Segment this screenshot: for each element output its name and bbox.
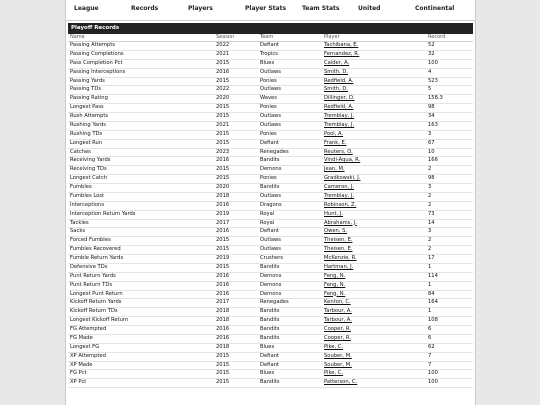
player-link[interactable]: Tremblay, J. bbox=[324, 192, 355, 199]
team-cell: Demons bbox=[258, 272, 322, 281]
player-cell bbox=[322, 299, 426, 308]
season-cell: 2015 bbox=[214, 352, 258, 361]
team-cell: Tropics bbox=[258, 50, 322, 59]
record-name-cell: Fumbles Lost bbox=[68, 192, 214, 201]
player-link[interactable]: Cooper, R. bbox=[324, 326, 351, 332]
player-link[interactable]: Reuters, O. bbox=[324, 148, 353, 155]
record-value-cell: 1 bbox=[426, 281, 473, 290]
team-cell: Royal bbox=[258, 219, 322, 228]
player-link[interactable]: Souber, M. bbox=[324, 352, 352, 359]
table-row bbox=[68, 290, 473, 299]
team-cell: Bandits bbox=[258, 334, 322, 343]
table-row bbox=[68, 42, 473, 51]
player-link[interactable]: Pool, A. bbox=[324, 130, 344, 137]
season-cell: 2015 bbox=[214, 166, 258, 175]
player-link[interactable]: Tremblay, J. bbox=[324, 113, 355, 119]
season-cell: 2016 bbox=[214, 281, 258, 290]
season-cell: 2017 bbox=[214, 299, 258, 308]
record-value-cell: 73 bbox=[426, 210, 473, 219]
record-value-cell: 3 bbox=[426, 130, 473, 139]
player-cell bbox=[322, 192, 426, 201]
record-value-cell: 164 bbox=[426, 299, 473, 308]
record-value-cell: 3 bbox=[426, 228, 473, 237]
table-row bbox=[68, 263, 473, 272]
team-cell: Bandits bbox=[258, 379, 322, 388]
table-row bbox=[68, 219, 473, 228]
player-link[interactable]: Dillinger, D. bbox=[324, 95, 355, 102]
record-value-cell: 523 bbox=[426, 77, 473, 86]
team-cell: Bandits bbox=[258, 308, 322, 317]
player-cell bbox=[322, 68, 426, 77]
player-cell bbox=[322, 50, 426, 59]
team-cell: Royal bbox=[258, 210, 322, 219]
season-cell: 2015 bbox=[214, 379, 258, 388]
season-cell: 2015 bbox=[214, 77, 258, 86]
record-value-cell: 10 bbox=[426, 148, 473, 157]
table-row bbox=[68, 343, 473, 352]
nav-league[interactable]: League bbox=[74, 5, 99, 12]
table-row bbox=[68, 361, 473, 370]
top-navigation bbox=[66, 0, 475, 21]
player-cell bbox=[322, 317, 426, 326]
season-cell: 2016 bbox=[214, 201, 258, 210]
record-name-cell: XP Attempted bbox=[68, 352, 214, 361]
nav-player-stats[interactable]: Player Stats bbox=[245, 5, 287, 12]
team-cell: Bandits bbox=[258, 157, 322, 166]
season-cell: 2016 bbox=[214, 68, 258, 77]
record-name-cell: Forced Fumbles bbox=[68, 237, 214, 246]
season-cell: 2015 bbox=[214, 130, 258, 139]
table-row bbox=[68, 59, 473, 68]
season-cell: 2018 bbox=[214, 308, 258, 317]
record-value-cell: 6 bbox=[426, 326, 473, 335]
record-name-cell: Longest Run bbox=[68, 139, 214, 148]
column-header-record: Record bbox=[426, 34, 473, 42]
table-row bbox=[68, 246, 473, 255]
player-cell bbox=[322, 379, 426, 388]
record-name-cell: Sacks bbox=[68, 228, 214, 237]
record-value-cell: 98 bbox=[426, 175, 473, 184]
team-cell: Bandits bbox=[258, 263, 322, 272]
player-link[interactable]: Fernandez, R. bbox=[324, 50, 360, 57]
player-cell bbox=[322, 121, 426, 130]
player-cell bbox=[322, 201, 426, 210]
season-cell: 2015 bbox=[214, 246, 258, 255]
season-cell: 2016 bbox=[214, 157, 258, 166]
record-value-cell: 5 bbox=[426, 86, 473, 95]
player-link[interactable]: Robinson, Z. bbox=[324, 201, 357, 208]
table-row bbox=[68, 370, 473, 379]
player-link[interactable]: Feng, N. bbox=[324, 272, 346, 279]
season-cell: 2023 bbox=[214, 148, 258, 157]
player-cell bbox=[322, 370, 426, 379]
record-name-cell: Kickoff Return TDs bbox=[68, 308, 214, 317]
team-cell: Blues bbox=[258, 59, 322, 68]
team-cell: Demons bbox=[258, 290, 322, 299]
table-row bbox=[68, 175, 473, 184]
record-value-cell: 67 bbox=[426, 139, 473, 148]
record-value-cell: 7 bbox=[426, 352, 473, 361]
table-row bbox=[68, 77, 473, 86]
season-cell: 2015 bbox=[214, 237, 258, 246]
team-cell: Outlaws bbox=[258, 192, 322, 201]
player-link[interactable]: Theisen, E. bbox=[324, 246, 353, 253]
player-link[interactable]: Abrahams, J. bbox=[324, 219, 357, 226]
player-link[interactable]: Feng, N. bbox=[324, 281, 346, 288]
player-link[interactable]: Smith, D. bbox=[324, 68, 349, 75]
player-link[interactable]: Jean, M. bbox=[324, 166, 345, 173]
player-cell bbox=[322, 308, 426, 317]
team-cell: Demons bbox=[258, 281, 322, 290]
team-cell: Outlaws bbox=[258, 113, 322, 122]
nav-team-stats[interactable]: Team Stats bbox=[302, 5, 340, 12]
player-link[interactable]: Cameron, J. bbox=[324, 184, 355, 190]
team-cell: Renegades bbox=[258, 148, 322, 157]
player-link[interactable]: Gradkowski, J. bbox=[324, 175, 361, 182]
record-value-cell: 34 bbox=[426, 113, 473, 122]
record-name-cell: Rush Attempts bbox=[68, 113, 214, 122]
player-link[interactable]: Patterson, C. bbox=[324, 379, 358, 386]
record-name-cell: Rushing Yards bbox=[68, 121, 214, 130]
season-cell: 2016 bbox=[214, 326, 258, 335]
record-value-cell: 2 bbox=[426, 166, 473, 175]
season-cell: 2019 bbox=[214, 210, 258, 219]
season-cell: 2015 bbox=[214, 370, 258, 379]
player-link[interactable]: Cooper, R. bbox=[324, 334, 351, 341]
player-link[interactable]: Tremblay, J. bbox=[324, 121, 355, 128]
table-row bbox=[68, 95, 473, 104]
record-name-cell: Fumbles Recovered bbox=[68, 246, 214, 255]
player-cell bbox=[322, 210, 426, 219]
team-cell: Crushers bbox=[258, 255, 322, 264]
nav-players[interactable]: Players bbox=[188, 5, 213, 12]
player-cell bbox=[322, 237, 426, 246]
player-cell bbox=[322, 272, 426, 281]
table-row bbox=[68, 228, 473, 237]
page-container bbox=[65, 0, 476, 405]
season-cell: 2018 bbox=[214, 343, 258, 352]
record-name-cell: FG Attempted bbox=[68, 326, 214, 335]
season-cell: 2017 bbox=[214, 219, 258, 228]
table-row bbox=[68, 157, 473, 166]
record-name-cell: Receiving Yards bbox=[68, 157, 214, 166]
team-cell: Bandits bbox=[258, 326, 322, 335]
column-header-name: Name bbox=[68, 34, 214, 42]
record-name-cell: Longest FG bbox=[68, 343, 214, 352]
table-row bbox=[68, 148, 473, 157]
record-value-cell: 1 bbox=[426, 263, 473, 272]
record-name-cell: Kickoff Return Yards bbox=[68, 299, 214, 308]
table-row bbox=[68, 68, 473, 77]
team-cell: Ponies bbox=[258, 104, 322, 113]
season-cell: 2015 bbox=[214, 263, 258, 272]
table-row bbox=[68, 308, 473, 317]
table-header-row bbox=[68, 34, 473, 42]
table-row bbox=[68, 255, 473, 264]
player-link[interactable]: Pike, C. bbox=[324, 370, 344, 377]
record-value-cell: 163 bbox=[426, 121, 473, 130]
record-name-cell: Passing Completions bbox=[68, 50, 214, 59]
table-row bbox=[68, 113, 473, 122]
player-cell bbox=[322, 113, 426, 122]
record-value-cell: 3 bbox=[426, 184, 473, 193]
player-cell bbox=[322, 175, 426, 184]
record-value-cell: 52 bbox=[426, 42, 473, 51]
record-name-cell: Punt Return TDs bbox=[68, 281, 214, 290]
records-table bbox=[68, 34, 473, 388]
record-value-cell: 4 bbox=[426, 68, 473, 77]
record-name-cell: Longest Punt Return bbox=[68, 290, 214, 299]
player-cell bbox=[322, 352, 426, 361]
table-row bbox=[68, 184, 473, 193]
player-link[interactable]: Redfield, A. bbox=[324, 77, 354, 84]
records-body bbox=[68, 42, 473, 388]
nav-continental[interactable]: Continental bbox=[415, 5, 455, 12]
record-name-cell: Passing TDs bbox=[68, 86, 214, 95]
record-name-cell: Longest Kickoff Return bbox=[68, 317, 214, 326]
player-link[interactable]: Pike, C. bbox=[324, 343, 344, 350]
team-cell: Defiant bbox=[258, 228, 322, 237]
record-value-cell: 2 bbox=[426, 201, 473, 210]
table-row bbox=[68, 86, 473, 95]
player-cell bbox=[322, 281, 426, 290]
season-cell: 2020 bbox=[214, 95, 258, 104]
player-link[interactable]: Feng, N. bbox=[324, 290, 346, 297]
season-cell: 2018 bbox=[214, 317, 258, 326]
table-row bbox=[68, 379, 473, 388]
table-row bbox=[68, 121, 473, 130]
nav-records[interactable]: Records bbox=[131, 5, 159, 12]
season-cell: 2015 bbox=[214, 361, 258, 370]
player-cell bbox=[322, 77, 426, 86]
record-value-cell: 84 bbox=[426, 290, 473, 299]
table-row bbox=[68, 192, 473, 201]
player-cell bbox=[322, 334, 426, 343]
season-cell: 2015 bbox=[214, 175, 258, 184]
record-value-cell: 1 bbox=[426, 308, 473, 317]
player-cell bbox=[322, 255, 426, 264]
table-row bbox=[68, 201, 473, 210]
season-cell: 2022 bbox=[214, 42, 258, 51]
team-cell: Blues bbox=[258, 343, 322, 352]
table-row bbox=[68, 334, 473, 343]
player-link[interactable]: Owen, S. bbox=[324, 228, 348, 235]
player-link[interactable]: Vindi-Aqua, R. bbox=[324, 157, 361, 164]
record-name-cell: Interception Return Yards bbox=[68, 210, 214, 219]
nav-united[interactable]: United bbox=[358, 5, 381, 12]
record-value-cell: 158.3 bbox=[426, 95, 473, 104]
record-value-cell: 98 bbox=[426, 104, 473, 113]
record-name-cell: Interceptions bbox=[68, 201, 214, 210]
player-cell bbox=[322, 219, 426, 228]
team-cell: Defiant bbox=[258, 139, 322, 148]
season-cell: 2021 bbox=[214, 121, 258, 130]
player-cell bbox=[322, 130, 426, 139]
season-cell: 2015 bbox=[214, 104, 258, 113]
record-value-cell: 100 bbox=[426, 379, 473, 388]
team-cell: Ponies bbox=[258, 130, 322, 139]
player-link[interactable]: Tarbour, A. bbox=[324, 308, 352, 315]
season-cell: 2016 bbox=[214, 334, 258, 343]
table-row bbox=[68, 326, 473, 335]
player-link[interactable]: Tachibana, E. bbox=[324, 42, 359, 48]
record-value-cell: 7 bbox=[426, 361, 473, 370]
table-row bbox=[68, 281, 473, 290]
record-value-cell: 2 bbox=[426, 192, 473, 201]
record-value-cell: 100 bbox=[426, 370, 473, 379]
team-cell: Demons bbox=[258, 166, 322, 175]
record-name-cell: XP Pct bbox=[68, 379, 214, 388]
season-cell: 2015 bbox=[214, 113, 258, 122]
player-cell bbox=[322, 148, 426, 157]
table-row bbox=[68, 237, 473, 246]
player-cell bbox=[322, 166, 426, 175]
player-cell bbox=[322, 59, 426, 68]
player-cell bbox=[322, 104, 426, 113]
team-cell: Renegades bbox=[258, 299, 322, 308]
player-cell bbox=[322, 95, 426, 104]
team-cell: Defiant bbox=[258, 352, 322, 361]
table-row bbox=[68, 352, 473, 361]
record-name-cell: Rushing TDs bbox=[68, 130, 214, 139]
player-cell bbox=[322, 86, 426, 95]
column-header-team: Team bbox=[258, 34, 322, 42]
player-link[interactable]: Calder, A. bbox=[324, 59, 350, 66]
table-row bbox=[68, 139, 473, 148]
player-cell bbox=[322, 326, 426, 335]
record-name-cell: Passing Rating bbox=[68, 95, 214, 104]
player-link[interactable]: McKenzie, R. bbox=[324, 255, 357, 261]
record-value-cell: 32 bbox=[426, 50, 473, 59]
player-cell bbox=[322, 246, 426, 255]
season-cell: 2015 bbox=[214, 139, 258, 148]
season-cell: 2018 bbox=[214, 192, 258, 201]
table-row bbox=[68, 299, 473, 308]
season-cell: 2016 bbox=[214, 272, 258, 281]
record-value-cell: 14 bbox=[426, 219, 473, 228]
table-row bbox=[68, 166, 473, 175]
team-cell: Defiant bbox=[258, 42, 322, 51]
record-name-cell: Passing Interceptions bbox=[68, 68, 214, 77]
season-cell: 2020 bbox=[214, 184, 258, 193]
season-cell: 2021 bbox=[214, 50, 258, 59]
season-cell: 2016 bbox=[214, 290, 258, 299]
record-name-cell: Longest Catch bbox=[68, 175, 214, 184]
team-cell: Waves bbox=[258, 95, 322, 104]
record-value-cell: 2 bbox=[426, 246, 473, 255]
team-cell: Ponies bbox=[258, 77, 322, 86]
record-name-cell: FG Pct bbox=[68, 370, 214, 379]
record-value-cell: 6 bbox=[426, 334, 473, 343]
record-name-cell: FG Made bbox=[68, 334, 214, 343]
record-name-cell: Fumble Return Yards bbox=[68, 255, 214, 264]
player-cell bbox=[322, 228, 426, 237]
team-cell: Outlaws bbox=[258, 121, 322, 130]
record-name-cell: Longest Pass bbox=[68, 104, 214, 113]
table-row bbox=[68, 272, 473, 281]
record-value-cell: 108 bbox=[426, 317, 473, 326]
season-cell: 2019 bbox=[214, 255, 258, 264]
record-name-cell: Tackles bbox=[68, 219, 214, 228]
table-row bbox=[68, 50, 473, 59]
team-cell: Outlaws bbox=[258, 86, 322, 95]
team-cell: Outlaws bbox=[258, 246, 322, 255]
team-cell: Bandits bbox=[258, 317, 322, 326]
team-cell: Outlaws bbox=[258, 68, 322, 77]
record-name-cell: Passing Attempts bbox=[68, 42, 214, 51]
table-row bbox=[68, 104, 473, 113]
record-name-cell: Punt Return Yards bbox=[68, 272, 214, 281]
table-row bbox=[68, 317, 473, 326]
player-cell bbox=[322, 139, 426, 148]
team-cell: Outlaws bbox=[258, 237, 322, 246]
player-link[interactable]: Hunt, J. bbox=[324, 210, 343, 217]
player-link[interactable]: Kenton, C. bbox=[324, 299, 351, 306]
team-cell: Blues bbox=[258, 370, 322, 379]
player-cell bbox=[322, 361, 426, 370]
player-link[interactable]: Redfield, A. bbox=[324, 104, 354, 111]
record-value-cell: 114 bbox=[426, 272, 473, 281]
player-link[interactable]: Souber, M. bbox=[324, 361, 352, 368]
season-cell: 2016 bbox=[214, 228, 258, 237]
team-cell: Ponies bbox=[258, 175, 322, 184]
team-cell: Dragons bbox=[258, 201, 322, 210]
record-value-cell: 166 bbox=[426, 157, 473, 166]
player-cell bbox=[322, 290, 426, 299]
team-cell: Bandits bbox=[258, 184, 322, 193]
record-value-cell: 62 bbox=[426, 343, 473, 352]
record-value-cell: 100 bbox=[426, 59, 473, 68]
player-cell bbox=[322, 343, 426, 352]
season-cell: 2015 bbox=[214, 59, 258, 68]
record-name-cell: XP Made bbox=[68, 361, 214, 370]
record-name-cell: Fumbles bbox=[68, 184, 214, 193]
player-link[interactable]: Tarbour, A. bbox=[324, 317, 352, 324]
player-cell bbox=[322, 42, 426, 51]
table-row bbox=[68, 130, 473, 139]
team-cell: Defiant bbox=[258, 361, 322, 370]
player-cell bbox=[322, 263, 426, 272]
record-name-cell: Catches bbox=[68, 148, 214, 157]
player-cell bbox=[322, 184, 426, 193]
player-link[interactable]: Hartman, J. bbox=[324, 263, 354, 270]
column-header-season: Season bbox=[214, 34, 258, 42]
player-cell bbox=[322, 157, 426, 166]
record-value-cell: 17 bbox=[426, 255, 473, 264]
table-row bbox=[68, 210, 473, 219]
record-name-cell: Receiving TDs bbox=[68, 166, 214, 175]
player-link[interactable]: Smith, D. bbox=[324, 86, 349, 93]
section-title: Playoff Records bbox=[68, 23, 473, 34]
record-value-cell: 2 bbox=[426, 237, 473, 246]
column-header-player: Player bbox=[322, 34, 426, 42]
record-name-cell: Pass Completion Pct bbox=[68, 59, 214, 68]
season-cell: 2022 bbox=[214, 86, 258, 95]
player-link[interactable]: Theisen, E. bbox=[324, 237, 353, 244]
record-name-cell: Passing Yards bbox=[68, 77, 214, 86]
player-link[interactable]: Frank, E. bbox=[324, 139, 347, 146]
record-name-cell: Defensive TDs bbox=[68, 263, 214, 272]
